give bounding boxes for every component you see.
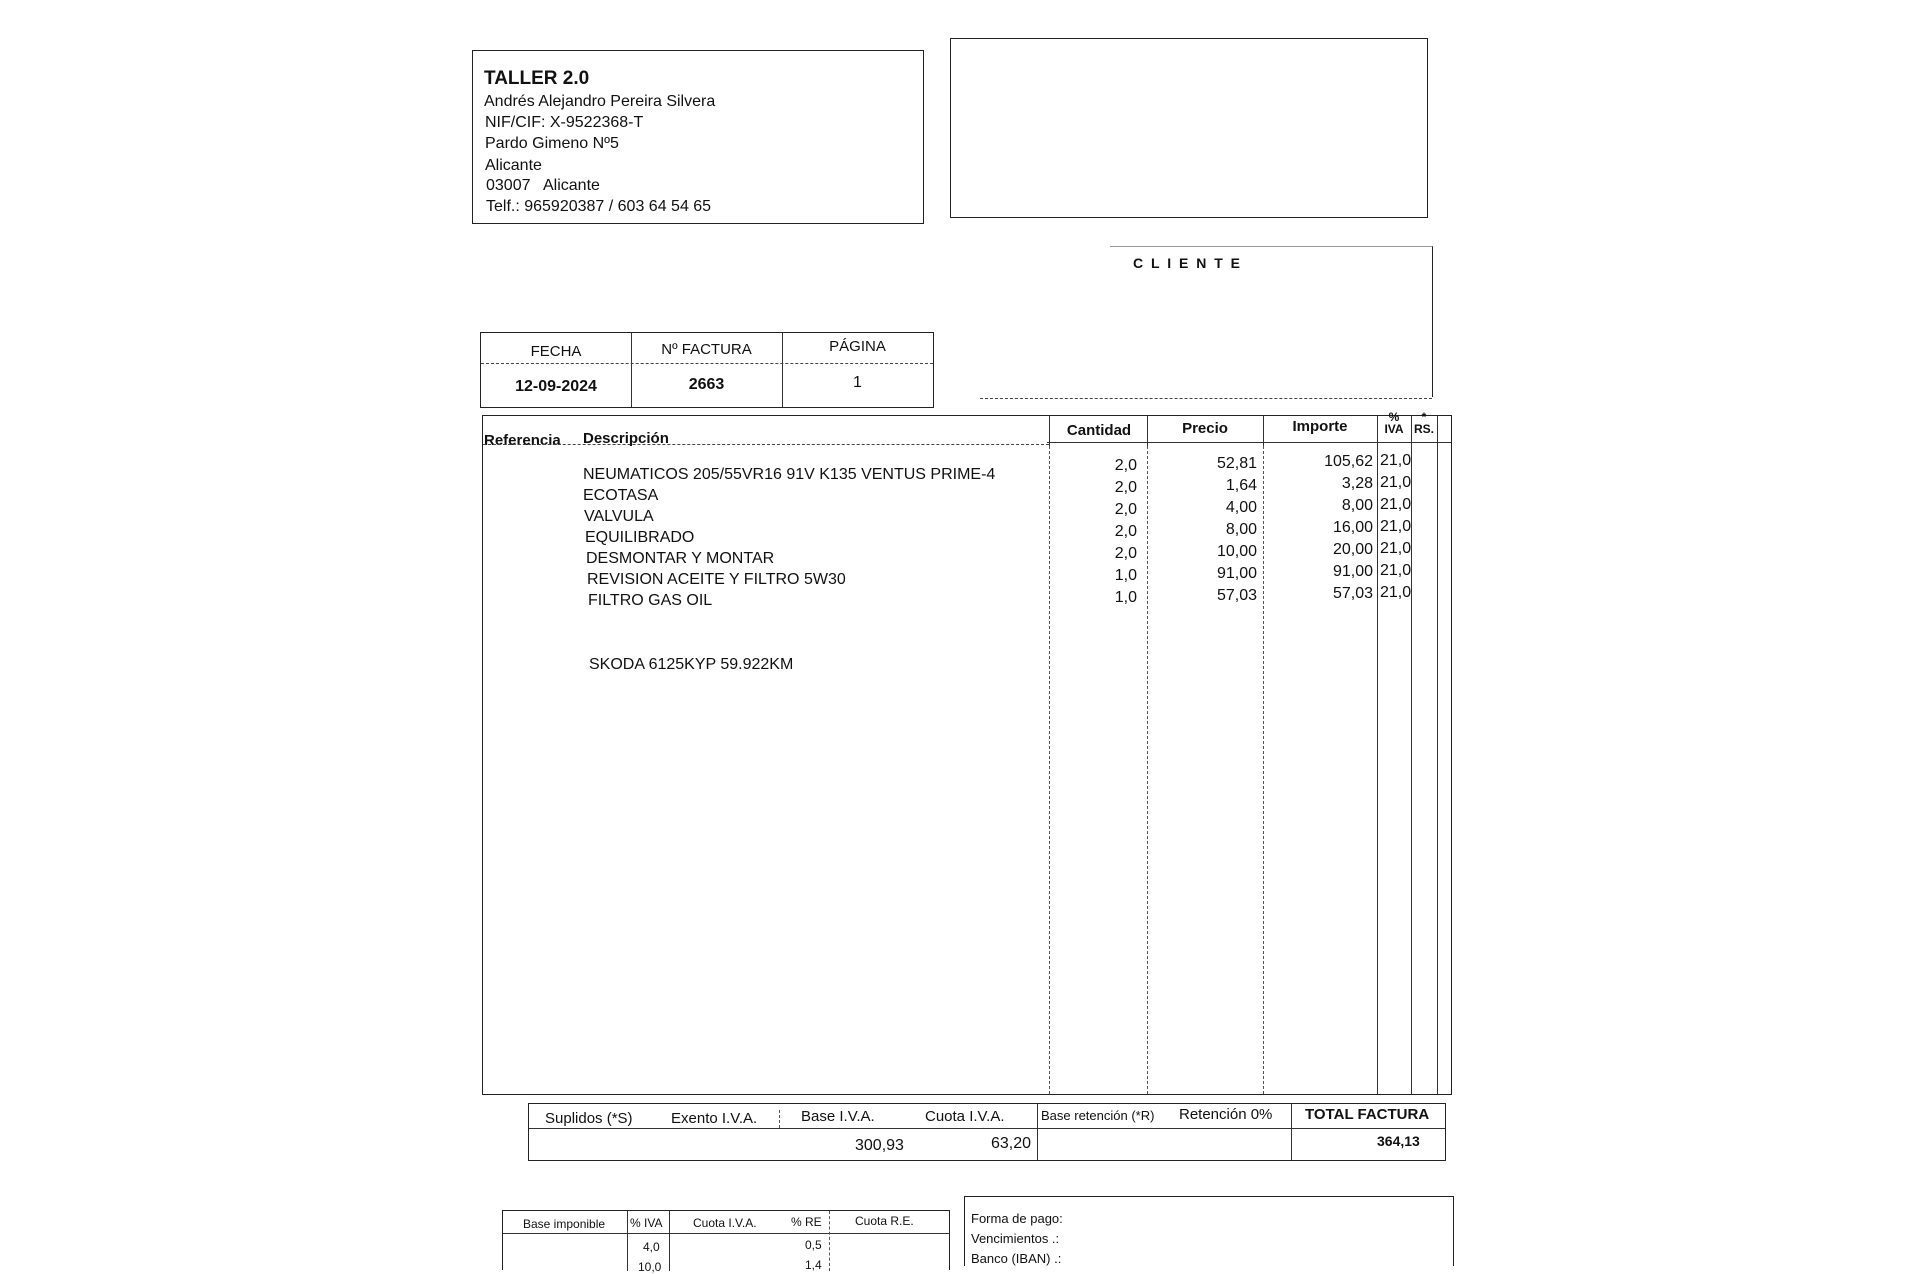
cuota-iva-value: 63,20 bbox=[991, 1135, 1032, 1152]
cuota-iva-label: Cuota I.V.A. bbox=[925, 1108, 1005, 1125]
referencia-header: Referencia bbox=[484, 432, 561, 449]
line-amount: 3,28 bbox=[1341, 475, 1373, 492]
line-vat: 21,0 bbox=[1380, 518, 1412, 535]
fecha-value: 12-09-2024 bbox=[515, 378, 597, 395]
issuer-owner: Andrés Alejandro Pereira Silvera bbox=[484, 93, 716, 110]
rs-header: RS. bbox=[1413, 422, 1434, 436]
line-description: DESMONTAR Y MONTAR bbox=[586, 550, 775, 567]
line-quantity: 2,0 bbox=[1114, 523, 1137, 540]
line-quantity: 2,0 bbox=[1114, 457, 1137, 474]
issuer-name: TALLER 2.0 bbox=[484, 68, 590, 89]
tax-re-rate: 0,5 bbox=[805, 1238, 822, 1252]
tax-re-rate: 1,4 bbox=[805, 1258, 822, 1272]
line-vat: 21,0 bbox=[1380, 584, 1412, 601]
line-description: EQUILIBRADO bbox=[585, 529, 695, 546]
exento-label: Exento I.V.A. bbox=[671, 1110, 758, 1127]
line-amount: 16,00 bbox=[1332, 519, 1373, 536]
banco-label: Banco (IBAN) .: bbox=[971, 1251, 1062, 1266]
line-vat: 21,0 bbox=[1380, 540, 1412, 557]
line-description: VALVULA bbox=[584, 508, 654, 525]
issuer-city: Alicante bbox=[485, 157, 542, 174]
retencion-label: Retención 0% bbox=[1179, 1106, 1273, 1123]
total-factura-label: TOTAL FACTURA bbox=[1305, 1106, 1430, 1123]
line-quantity: 2,0 bbox=[1114, 501, 1137, 518]
pagina-value: 1 bbox=[853, 374, 862, 391]
client-label: C L I E N T E bbox=[1133, 255, 1242, 271]
base-retencion-label: Base retención (*R) bbox=[1041, 1108, 1155, 1123]
tax-iva-rate: 10,0 bbox=[638, 1260, 662, 1274]
total-factura-value: 364,13 bbox=[1377, 1133, 1420, 1149]
line-amount: 8,00 bbox=[1341, 497, 1373, 514]
pagina-label: PÁGINA bbox=[829, 338, 886, 355]
fecha-label: FECHA bbox=[530, 343, 582, 360]
line-item-row bbox=[483, 584, 1451, 610]
line-vat: 21,0 bbox=[1380, 474, 1412, 491]
line-price: 91,00 bbox=[1216, 565, 1257, 582]
tax-cuota-re-label: Cuota R.E. bbox=[855, 1214, 914, 1228]
issuer-phone: Telf.: 965920387 / 603 64 54 65 bbox=[486, 198, 712, 215]
issuer-tax-id: NIF/CIF: X-9522368-T bbox=[485, 114, 644, 131]
line-price: 4,00 bbox=[1225, 499, 1257, 516]
iva-header: IVA bbox=[1384, 422, 1404, 436]
line-quantity: 2,0 bbox=[1114, 545, 1137, 562]
tax-cuota-iva-label: Cuota I.V.A. bbox=[693, 1216, 757, 1230]
tax-iva-label: % IVA bbox=[630, 1216, 663, 1230]
tax-iva-rate: 4,0 bbox=[643, 1240, 660, 1254]
line-price: 10,00 bbox=[1216, 543, 1257, 560]
issuer-box bbox=[472, 50, 924, 224]
payment-box bbox=[964, 1196, 1454, 1266]
line-quantity: 1,0 bbox=[1114, 589, 1137, 606]
invoice-meta-box bbox=[480, 332, 934, 408]
vehicle-note: SKODA 6125KYP 59.922KM bbox=[589, 656, 794, 673]
line-items-table bbox=[482, 410, 1452, 1095]
suplidos-label: Suplidos (*S) bbox=[545, 1110, 633, 1127]
factura-label: Nº FACTURA bbox=[661, 341, 752, 358]
client-divider bbox=[980, 398, 1432, 399]
line-vat: 21,0 bbox=[1380, 562, 1412, 579]
line-amount: 20,00 bbox=[1332, 541, 1373, 558]
rs-star-header: * bbox=[1421, 410, 1427, 424]
line-description: FILTRO GAS OIL bbox=[588, 592, 713, 609]
line-price: 1,64 bbox=[1225, 477, 1257, 494]
tax-re-label: % RE bbox=[791, 1215, 822, 1229]
cantidad-header: Cantidad bbox=[1066, 422, 1132, 439]
precio-header: Precio bbox=[1182, 420, 1228, 437]
line-price: 52,81 bbox=[1216, 455, 1257, 472]
totals-box bbox=[528, 1103, 1446, 1161]
line-quantity: 1,0 bbox=[1114, 567, 1137, 584]
line-price: 8,00 bbox=[1225, 521, 1257, 538]
iva-pct-header: % bbox=[1388, 410, 1400, 424]
line-amount: 57,03 bbox=[1332, 585, 1373, 602]
tax-breakdown-box bbox=[502, 1210, 950, 1274]
line-description: REVISION ACEITE Y FILTRO 5W30 bbox=[587, 571, 846, 588]
issuer-postal-city: Alicante bbox=[543, 177, 600, 194]
base-iva-value: 300,93 bbox=[855, 1137, 904, 1154]
line-amount: 105,62 bbox=[1324, 453, 1373, 470]
recipient-box bbox=[950, 38, 1428, 218]
base-iva-label: Base I.V.A. bbox=[801, 1108, 875, 1125]
line-price: 57,03 bbox=[1216, 587, 1257, 604]
vencimientos-label: Vencimientos .: bbox=[971, 1231, 1060, 1246]
line-description: NEUMATICOS 205/55VR16 91V K135 VENTUS PRIME-4 bbox=[583, 466, 996, 483]
line-vat: 21,0 bbox=[1380, 496, 1412, 513]
factura-value: 2663 bbox=[688, 376, 725, 393]
line-vat: 21,0 bbox=[1380, 452, 1412, 469]
descripcion-header: Descripción bbox=[583, 430, 669, 447]
line-description: ECOTASA bbox=[583, 487, 659, 504]
issuer-postal: 03007 bbox=[486, 177, 531, 194]
importe-header: Importe bbox=[1292, 418, 1348, 435]
forma-pago-label: Forma de pago: bbox=[971, 1211, 1063, 1226]
base-imponible-label: Base imponible bbox=[523, 1217, 606, 1231]
issuer-address: Pardo Gimeno Nº5 bbox=[485, 135, 619, 152]
line-quantity: 2,0 bbox=[1114, 479, 1137, 496]
line-amount: 91,00 bbox=[1332, 563, 1373, 580]
